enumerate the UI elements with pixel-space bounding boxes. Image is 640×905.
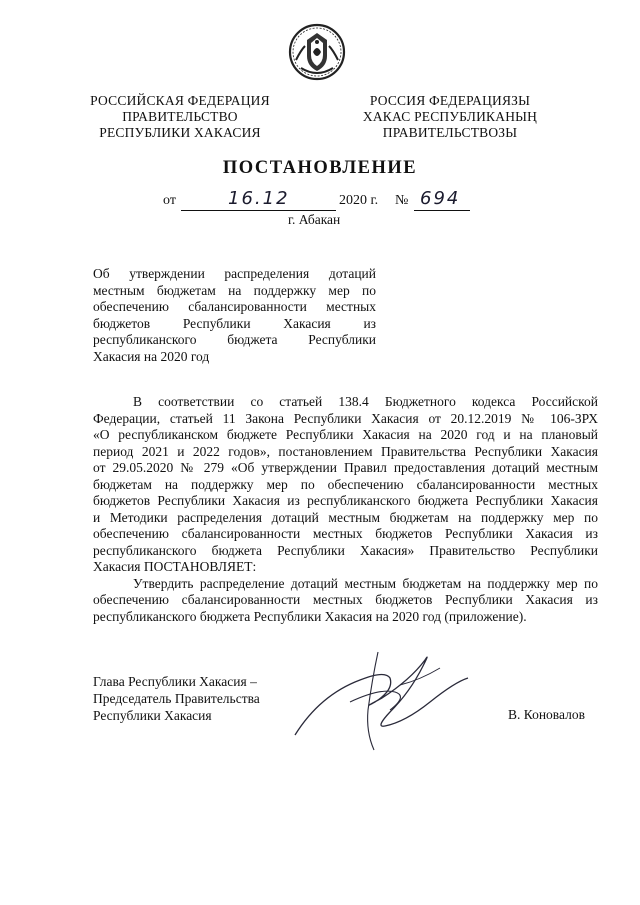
handwritten-signature xyxy=(290,640,480,760)
header-right xyxy=(350,93,550,141)
header-right-line-1: РОССИЯ ФЕДЕРАЦИЯЗЫ xyxy=(369,93,531,108)
document-body xyxy=(93,394,598,625)
subject-line: бюджетов Республики Хакасия из xyxy=(93,315,376,331)
header-right-line-3: ПРАВИТЕЛЬСТВОЗЫ xyxy=(382,125,518,140)
header-left xyxy=(80,93,280,141)
number-underline xyxy=(414,210,470,211)
signatory-title xyxy=(93,673,260,724)
body-line: республиканского бюджета Республики Хакасия на 2020 год (приложение). xyxy=(93,608,527,624)
body-line: Утвердить распределение дотаций местным бюджетам на поддержку мер по xyxy=(133,575,598,591)
body-line: «О республиканском бюджете Республики Хакасия на 2020 год и на плановый xyxy=(93,427,598,442)
body-line: бюджетам на поддержку мер по обеспечению сбалансированности местных xyxy=(93,476,598,492)
document-subject xyxy=(93,266,376,365)
coat-of-arms-icon xyxy=(287,22,347,82)
subject-line: республиканского бюджета Республики xyxy=(93,332,376,347)
date-handwritten: 16.12 xyxy=(228,188,290,209)
body-line: бюджетов Республики Хакасия из республиканского бюджета Республики Хакасия xyxy=(93,493,598,508)
date-underline xyxy=(181,210,336,211)
document-title: ПОСТАНОВЛЕНИЕ xyxy=(222,158,418,178)
body-line: В соответствии со статьей 138.4 Бюджетного кодекса Российской xyxy=(133,394,598,409)
date-from-label: от xyxy=(163,193,176,208)
body-line: республиканского бюджета Республики Хакасия» Правительство Республики xyxy=(93,542,598,558)
body-line: период 2021 и 2022 годов», постановлением Правительства Республики Хакасия xyxy=(93,443,598,459)
header-left-line-1: РОССИЙСКАЯ ФЕДЕРАЦИЯ xyxy=(90,93,270,108)
number-handwritten: 694 xyxy=(420,188,461,209)
signatory-name: В. Коновалов xyxy=(508,707,585,722)
signatory-title-line: Республики Хакасия xyxy=(93,708,212,723)
city: г. Абакан xyxy=(288,212,341,227)
body-line: Федерации, статьей 11 Закона Республики Хакасия от 20.12.2019 № 106-ЗРХ xyxy=(93,410,598,426)
date-year: 2020 г. xyxy=(339,193,379,208)
body-line: обеспечению сбалансированности местных бюджетов Республики Хакасия из xyxy=(93,592,598,607)
subject-line: Об утверждении распределения дотаций xyxy=(93,266,376,281)
number-label: № xyxy=(395,193,409,208)
subject-line: местным бюджетам на поддержку мер по xyxy=(93,282,376,298)
header-right-line-2: ХАКАС РЕСПУБЛИКАНЫҢ xyxy=(362,109,538,124)
subject-line: обеспечению сбалансированности местных xyxy=(93,299,376,314)
signatory-title-line: Председатель Правительства xyxy=(93,691,260,706)
body-line: обеспечению сбалансированности местных бюджетов Республики Хакасия из xyxy=(93,526,598,541)
body-line: Хакасия ПОСТАНОВЛЯЕТ: xyxy=(93,559,257,574)
header-left-line-3: РЕСПУБЛИКИ ХАКАСИЯ xyxy=(99,125,261,140)
signatory-title-line: Глава Республики Хакасия – xyxy=(93,674,257,689)
body-line: от 29.05.2020 № 279 «Об утверждении Правил предоставления дотаций местным xyxy=(93,460,598,475)
header-left-line-2: ПРАВИТЕЛЬСТВО xyxy=(122,109,238,124)
body-line: и Методики распределения дотаций местным бюджетам на поддержку мер по xyxy=(93,509,598,525)
subject-line: Хакасия на 2020 год xyxy=(93,348,210,364)
